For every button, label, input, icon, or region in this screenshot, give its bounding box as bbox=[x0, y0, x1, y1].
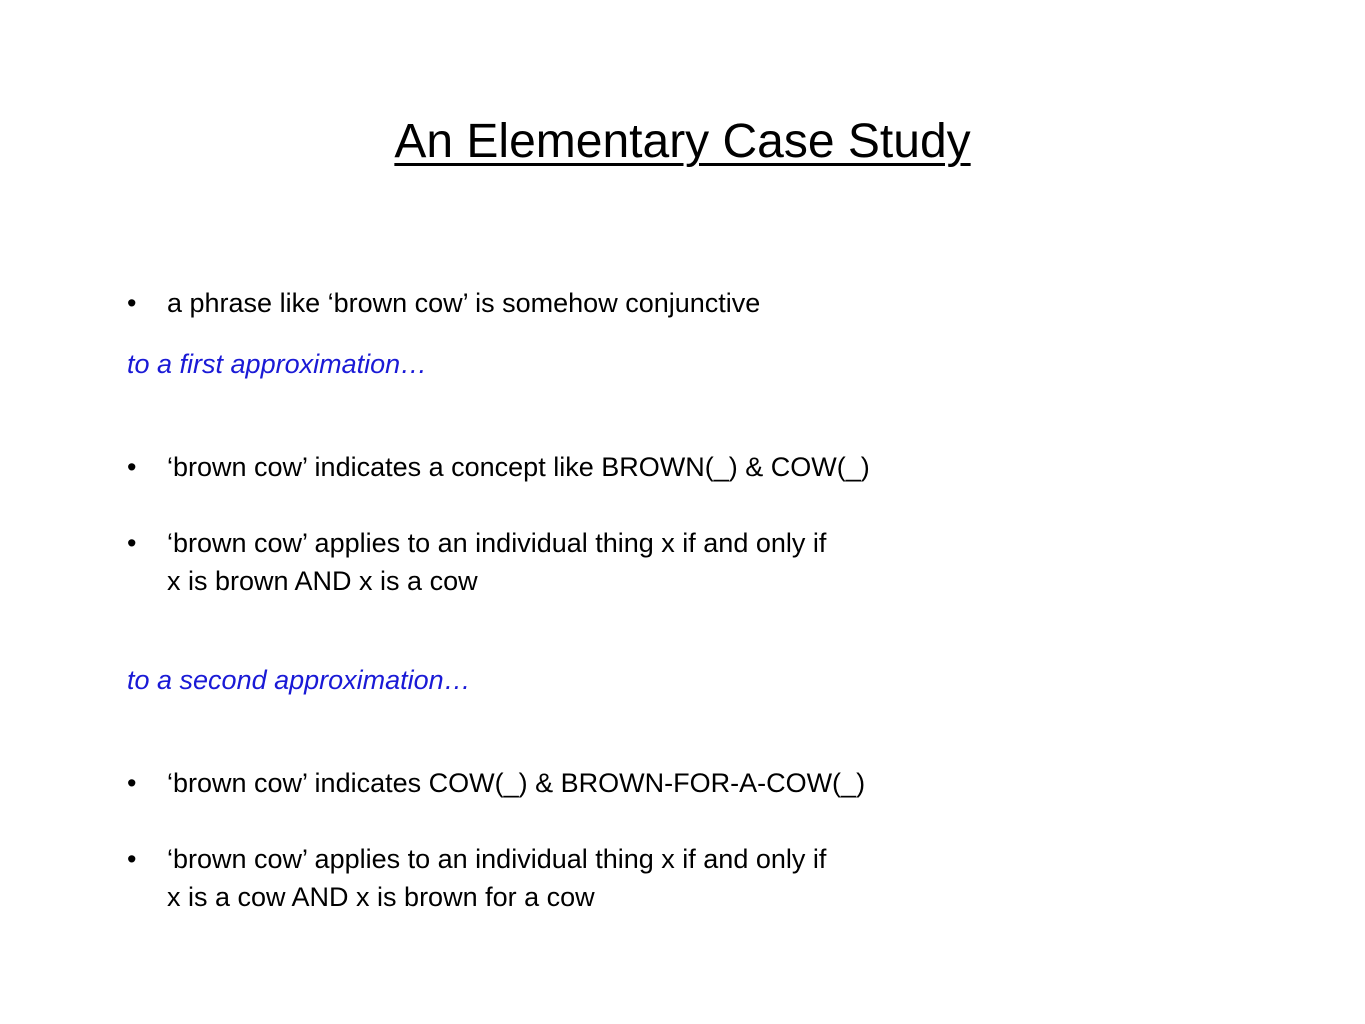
bullet-text-continuation: x is brown AND x is a cow bbox=[167, 566, 478, 596]
bullet-text: ‘brown cow’ indicates a concept like BROWN(_) & COW(_) bbox=[167, 452, 870, 482]
bullet-text: ‘brown cow’ applies to an individual thing x if and only if bbox=[167, 528, 827, 558]
slide-title: An Elementary Case Study bbox=[394, 115, 971, 168]
approximation-note: to a second approximation… bbox=[127, 665, 471, 695]
bullet-text: ‘brown cow’ indicates COW(_) & BROWN-FOR-A-COW(_) bbox=[167, 768, 866, 798]
bullet-marker: • bbox=[127, 844, 137, 874]
approximation-note: to a first approximation… bbox=[127, 349, 428, 379]
bullet-text: a phrase like ‘brown cow’ is somehow conjunctive bbox=[167, 288, 761, 318]
bullet-marker: • bbox=[127, 288, 137, 318]
bullet-marker: • bbox=[127, 768, 137, 798]
bullet-text: ‘brown cow’ applies to an individual thing x if and only if bbox=[167, 844, 827, 874]
bullet-text-continuation: x is a cow AND x is brown for a cow bbox=[167, 882, 595, 912]
bullet-marker: • bbox=[127, 528, 137, 558]
bullet-marker: • bbox=[127, 452, 137, 482]
